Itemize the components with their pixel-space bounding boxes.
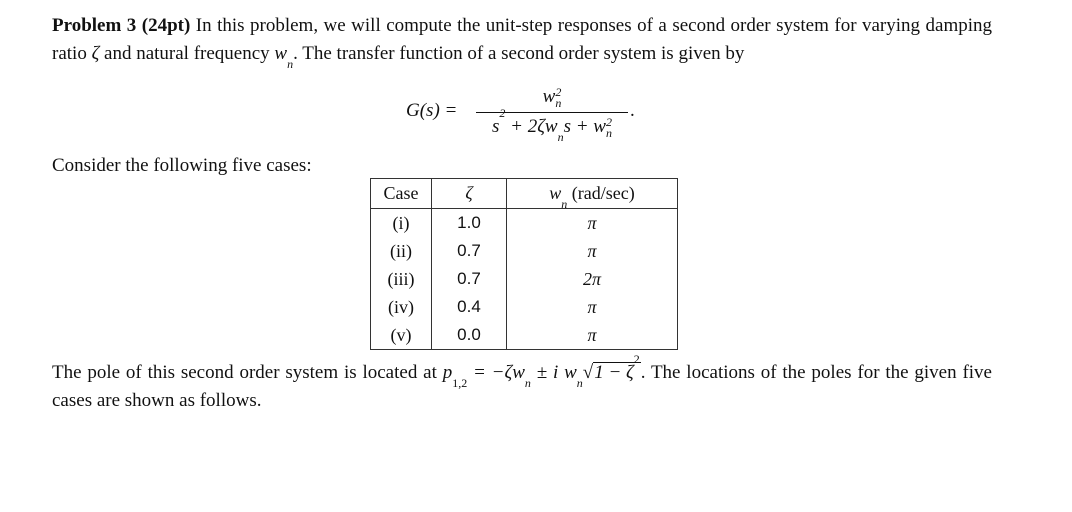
equation-lhs: G(s) = — [406, 100, 458, 121]
pole-formula: $p_{1,2} = -\zeta w_n \pm i$ $w_n√1 - \zeta^2$ — [442, 351, 640, 390]
sqrt-icon: √ — [582, 362, 594, 383]
case-cell: (iv) — [371, 293, 432, 321]
wn-cell: 2π — [582, 268, 602, 289]
table-row — [371, 209, 678, 238]
zeta-cell: 0.7 — [432, 265, 507, 293]
case-cell: (v) — [371, 321, 432, 350]
table-row — [371, 293, 678, 321]
intro-text-1: In this problem, we will compute the unit-step responses of a second order system for varying damping ratio — [52, 15, 992, 64]
table-header-row — [371, 179, 678, 209]
wn-cell: π — [587, 240, 597, 261]
table-row — [371, 237, 678, 265]
problem-label: Problem 3 (24pt) — [52, 15, 191, 36]
wn-cell: π — [587, 212, 597, 233]
table-row — [371, 321, 678, 350]
case-cell: (iii) — [371, 265, 432, 293]
poles-text-1: The pole of this second order system is located at — [52, 362, 443, 383]
header-wn: $w_n$ (rad/sec) — [507, 179, 678, 209]
transfer-function-equation — [402, 84, 642, 144]
consider-text: Consider the following five cases: — [52, 155, 312, 176]
wn-symbol: $w_n$ — [274, 43, 294, 71]
equation-period: . — [630, 100, 635, 121]
poles-paragraph — [52, 351, 992, 415]
header-zeta: ζ — [432, 179, 507, 209]
equation-numerator: w 2 n — [542, 84, 562, 110]
wn-cell: π — [587, 296, 597, 317]
zeta-symbol: ζ — [91, 43, 100, 64]
equation-fraction — [476, 84, 628, 144]
header-case: Case — [371, 179, 432, 209]
zeta-cell: 1.0 — [432, 209, 507, 238]
cases-table — [370, 178, 678, 350]
wn-cell: π — [507, 321, 678, 350]
zeta-cell: 0.4 — [432, 293, 507, 321]
case-cell: (i) — [371, 209, 432, 238]
case-cell: (ii) — [371, 237, 432, 265]
poles-text-2: . The locations of the poles for the given five cases are shown as follows. — [52, 362, 992, 411]
intro-text-3: . The transfer function of a second order system is given by — [293, 43, 745, 64]
equation-denominator: $s^2 + 2\zeta w_ns + w$ 2 n — [492, 105, 612, 144]
zeta-cell: 0.7 — [432, 237, 507, 265]
zeta-cell: 0.0 — [432, 321, 507, 350]
table-row — [371, 265, 678, 293]
intro-text-2: and natural frequency — [99, 43, 275, 64]
problem-intro — [52, 12, 992, 71]
